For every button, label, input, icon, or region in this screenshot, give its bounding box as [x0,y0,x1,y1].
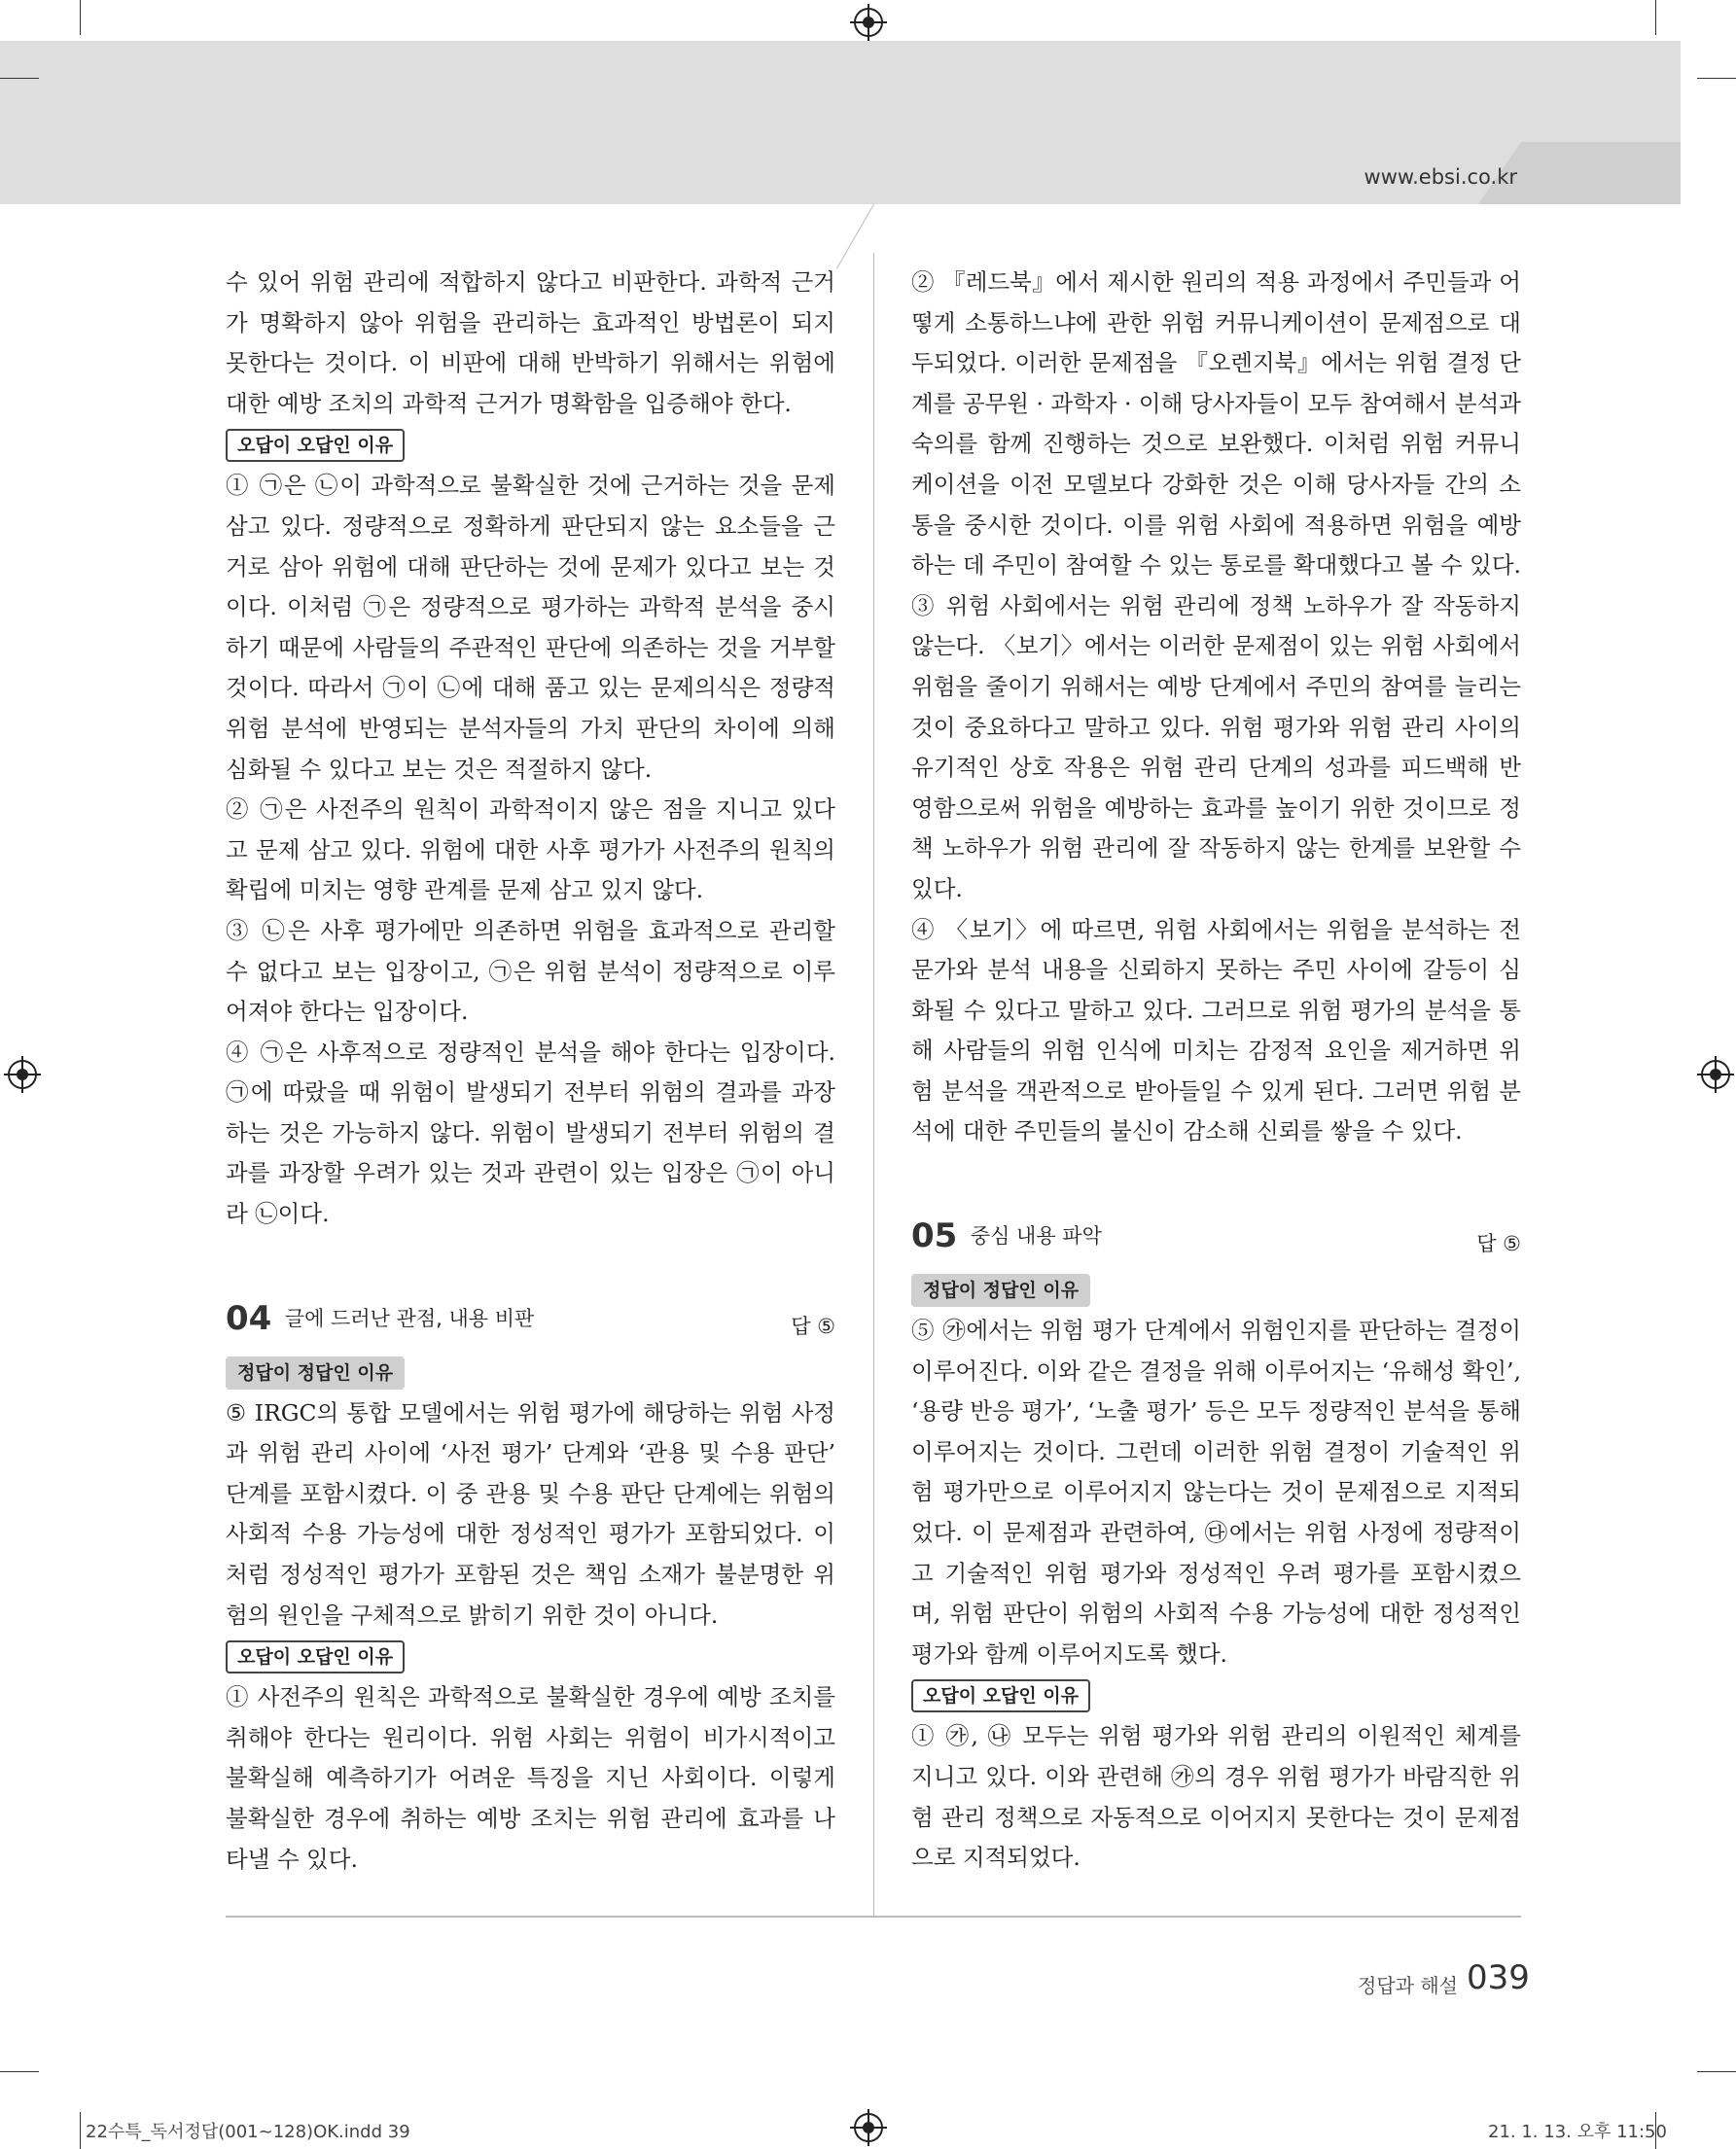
correct-explanation: ⑤ IRGC의 통합 모델에서는 위험 평가에 해당하는 위험 사정과 위험 관리 사이에 ‘사전 평가’ 단계와 ‘관용 및 수용 판단’ 단계를 포함시켰다. 이 중 관용 및 수용 판단 단계에는 위험의 사회적 수용 가능성에 대한 정성적인 평가가 포함되었다. 이처럼 정성적인 평가가 포함된 것은 책임 소재가 불분명한 위험의 원인을 구체적으로 밝히기 위한 것이 아니다. [226,1398,835,1629]
explanation-item: ② ㉠은 사전주의 원칙이 과학적이지 않은 점을 지니고 있다고 문제 삼고 있다. 위험에 대한 사후 평가가 사전주의 원칙의 확립에 미치는 영향 관계를 문제 삼고 있지 않다. [226,795,835,904]
explanation-item: ① ㉠은 ㉡이 과학적으로 불확실한 것에 근거하는 것을 문제 삼고 있다. 정량적으로 정확하게 판단되지 않는 요소들을 근거로 삼아 위험에 대해 판단하는 것에 문제가 있다고 보는 것이다. 이처럼 ㉠은 정량적으로 평가하는 과학적 분석을 중시하기 때문에 사람들의 주관적인 판단에 의존하는 것을 거부할 것이다. 따라서 ㉠이 ㉡에 대해 품고 있는 문제의식은 정량적 위험 분석에 반영되는 분석자들의 가치 판단의 차이에 의해 심화될 수 있다고 보는 것은 적절하지 않다. [226,472,835,783]
explanation-item: ② 『레드북』에서 제시한 원리의 적용 과정에서 주민들과 어떻게 소통하느냐에 관한 위험 커뮤니케이션이 문제점으로 대두되었다. 이러한 문제점을 『오렌지북』에서는 위험 결정 단계를 공무원 · 과학자 · 이해 당사자들이 모두 참여해서 분석과 숙의를 함께 진행하는 것으로 보완했다. 이처럼 위험 커뮤니케이션을 이전 모델보다 강화한 것은 이해 당사자들 간의 소통을 중시한 것이다. 이를 위험 사회에 적용하면 위험을 예방하는 데 주민이 참여할 수 있는 통로를 확대했다고 볼 수 있다. [911,268,1521,580]
section-heading-04 [226,1299,835,1344]
registration-mark-icon [8,1060,37,1089]
explanation-item: ③ ㉡은 사후 평가에만 의존하면 위험을 효과적으로 관리할 수 없다고 보는 입장이고, ㉠은 위험 분석이 정량적으로 이루어져야 한다는 입장이다. [226,916,835,1026]
crop-mark [1697,78,1736,79]
registration-mark-icon [1701,1060,1730,1089]
registration-mark-icon [854,2113,883,2142]
explanation-item: ④ ㉠은 사후적으로 정량적인 분석을 해야 한다는 입장이다. ㉠에 따랐을 때 위험이 발생되기 전부터 위험의 결과를 과장하는 것은 가능하지 않다. 위험이 발생되기 전부터 위험의 결과를 과장할 우려가 있는 것과 관련이 있는 입장은 ㉠이 아니라 ㉡이다. [226,1038,835,1228]
correct-explanation: ⑤ ㉮에서는 위험 평가 단계에서 위험인지를 판단하는 결정이 이루어진다. 이와 같은 결정을 위해 이루어지는 ‘유해성 확인’, ‘용량 반응 평가’, ‘노출 평가’ 등은 모두 정량적인 분석을 통해 이루어지는 것이다. 그런데 이러한 위험 결정이 기술적인 위험 평가만으로 이루어지지 않는다는 것이 문제점으로 지적되었다. 이 문제점과 관련하여, ㉰에서는 위험 사정에 정량적이고 기술적인 위험 평가와 정성적인 우려 평가를 포함시켰으며, 위험 판단이 위험의 사회적 수용 가능성에 대한 정성적인 평가와 함께 이루어지도록 했다. [911,1317,1521,1668]
crop-mark [80,2112,81,2149]
wrong-answer-tag: 오답이 오답인 이유 [226,1640,405,1673]
wrong-answer-tag: 오답이 오답인 이유 [226,429,405,462]
wrong-explanation: ① 사전주의 원칙은 과학적으로 불확실한 경우에 예방 조치를 취해야 한다는 원리이다. 위험 사회는 위험이 비가시적이고 불확실해 예측하기가 어려운 특징을 지닌 사회이다. 이렇게 불확실한 경우에 취하는 예방 조치는 위험 관리에 효과를 나타낼 수 있다. [226,1683,835,1873]
correct-answer-tag: 정답이 정답인 이유 [911,1274,1090,1307]
footer-label: 정답과 해설 [1358,1974,1458,1997]
section-title: 글에 드러난 관점, 내용 비판 [284,1306,535,1330]
correct-answer-tag: 정답이 정답인 이유 [226,1356,405,1390]
print-slug-date: 21. 1. 13. 오후 11:50 [1488,2122,1667,2142]
crop-mark [0,2071,39,2072]
right-column [911,263,1521,1879]
registration-mark-icon [854,8,883,37]
column-divider-slant [836,204,874,268]
site-url[interactable]: www.ebsi.co.kr [1364,165,1517,189]
footer-rule [226,1916,1521,1918]
wrong-answer-tag: 오답이 오답인 이유 [911,1679,1090,1712]
crop-mark [0,78,39,79]
page-number: 039 [1467,1958,1530,1997]
explanation-item: ③ 위험 사회에서는 위험 관리에 정책 노하우가 잘 작동하지 않는다. 〈보기〉에서는 이러한 문제점이 있는 위험 사회에서 위험을 줄이기 위해서는 예방 단계에서 주민의 참여를 늘리는 것이 중요하다고 말하고 있다. 위험 평가와 위험 관리 사이의 유기적인 상호 작용은 위험 관리 단계의 성과를 피드백해 반영함으로써 위험을 예방하는 효과를 높이기 위한 것이므로 정책 노하우가 위험 관리에 잘 작동하지 않는 한계를 보완할 수 있다. [911,591,1521,902]
print-slug-file: 22수특_독서정답(001~128)OK.indd 39 [86,2122,410,2142]
crop-mark [1697,2071,1736,2072]
wrong-explanation: ① ㉮, ㉯ 모두는 위험 평가와 위험 관리의 이원적인 체계를 지니고 있다. 이와 관련해 ㉮의 경우 위험 평가가 바람직한 위험 관리 정책으로 자동적으로 이어지지 못한다는 것이 문제점으로 지적되었다. [911,1722,1521,1872]
answer-label: 답 ⑤ [791,1314,835,1338]
column-divider [873,253,874,1916]
section-number: 05 [911,1216,958,1256]
crop-mark [1655,0,1656,35]
section-number: 04 [226,1298,272,1338]
answer-label: 답 ⑤ [1476,1232,1521,1256]
crop-mark [80,0,81,35]
intro-paragraph: 수 있어 위험 관리에 적합하지 않다고 비판한다. 과학적 근거가 명확하지 않아 위험을 관리하는 효과적인 방법론이 되지 못한다는 것이다. 이 비판에 대해 반박하기 위해서는 위험에 대한 예방 조치의 과학적 근거가 명확함을 입증해야 한다. [226,268,835,417]
section-heading-05 [911,1216,1521,1261]
header-strip [1521,142,1681,204]
section-title: 중심 내용 파악 [970,1224,1102,1249]
left-column [226,263,835,1880]
explanation-item: ④ 〈보기〉에 따르면, 위험 사회에서는 위험을 분석하는 전문가와 분석 내용을 신뢰하지 못하는 주민 사이에 갈등이 심화될 수 있다고 말하고 있다. 그러므로 위험 평가의 분석을 통해 사람들의 위험 인식에 미치는 감정적 요인을 제거하면 위험 분석을 객관적으로 받아들일 수 있게 된다. 그러면 위험 분석에 대한 주민들의 불신이 감소해 신뢰를 쌓을 수 있다. [911,915,1521,1145]
